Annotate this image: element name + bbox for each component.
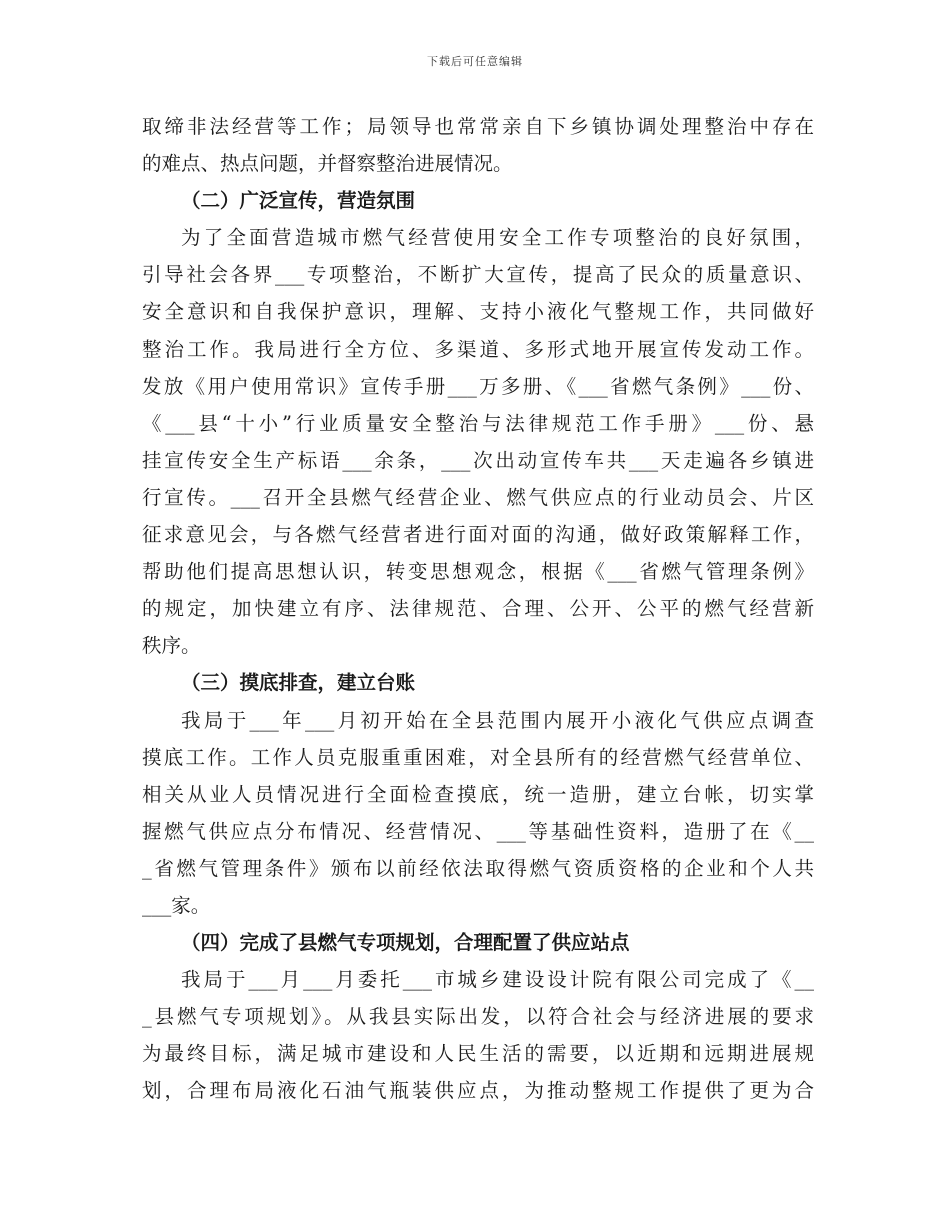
paragraph-line: 的难点、热点问题，并督察整治进展情况。 <box>142 152 513 176</box>
paragraph-line: 摸底工作。工作人员克服重重困难，对全县所有的经营燃气经营单位、 <box>142 745 814 769</box>
paragraph-line: 《___县“十小”行业质量安全整治与法律规范工作手册》___份、悬 <box>142 411 814 435</box>
paragraph-line: 安全意识和自我保护意识，理解、支持小液化气整规工作，共同做好 <box>142 300 814 324</box>
section-heading: （二）广泛宣传，营造氛围 <box>181 189 416 213</box>
section-heading: （四）完成了县燃气专项规划，合理配置了供应站点 <box>181 931 630 955</box>
paragraph-line: 帮助他们提高思想认识，转变思想观念，根据《___省燃气管理条例》 <box>142 560 814 584</box>
paragraph-line: 我局于___月___月委托___市城乡建设设计院有限公司完成了《__ <box>181 968 814 992</box>
paragraph-line: 引导社会各界___专项整治，不断扩大宣传，提高了民众的质量意识、 <box>142 263 814 287</box>
paragraph-line: 秩序。 <box>142 634 201 658</box>
paragraph-line: 发放《用户使用常识》宣传手册___万多册、《___省燃气条例》___份、 <box>142 374 814 398</box>
paragraph-line: 划，合理布局液化石油气瓶装供应点，为推动整规工作提供了更为合 <box>142 1079 814 1103</box>
paragraph-line: ___家。 <box>142 893 211 917</box>
paragraph-line: _省燃气管理条件》颁布以前经依法取得燃气资质资格的企业和个人共 <box>142 856 814 880</box>
paragraph-line: 相关从业人员情况进行全面检查摸底，统一造册，建立台帐，切实掌 <box>142 782 814 806</box>
document-body <box>142 108 814 1110</box>
paragraph-line: _县燃气专项规划》。从我县实际出发，以符合社会与经济进展的要求 <box>142 1005 814 1029</box>
paragraph-line: 为最终目标，满足城市建设和人民生活的需要，以近期和远期进展规 <box>142 1042 814 1066</box>
paragraph-line: 整治工作。我局进行全方位、多渠道、多形式地开展宣传发动工作。 <box>142 337 814 361</box>
section-heading: （三）摸底排查，建立台账 <box>181 671 416 695</box>
paragraph-line: 的规定，加快建立有序、法律规范、合理、公开、公平的燃气经营新 <box>142 597 814 621</box>
paragraph-line: 我局于___年___月初开始在全县范围内展开小液化气供应点调查 <box>181 708 814 732</box>
paragraph-line: 握燃气供应点分布情况、经营情况、___等基础性资料，造册了在《__ <box>142 819 814 843</box>
paragraph-line: 行宣传。___召开全县燃气经营企业、燃气供应点的行业动员会、片区 <box>142 485 814 509</box>
page-header: 下载后可任意编辑 <box>427 55 523 68</box>
paragraph-line: 取缔非法经营等工作；局领导也常常亲自下乡镇协调处理整治中存在 <box>142 115 814 138</box>
paragraph-line: 挂宣传安全生产标语___余条，___次出动宣传车共___天走遍各乡镇进 <box>142 448 814 472</box>
paragraph-line: 为了全面营造城市燃气经营使用安全工作专项整治的良好氛围， <box>181 226 814 250</box>
paragraph-line: 征求意见会，与各燃气经营者进行面对面的沟通，做好政策解释工作， <box>142 523 814 547</box>
